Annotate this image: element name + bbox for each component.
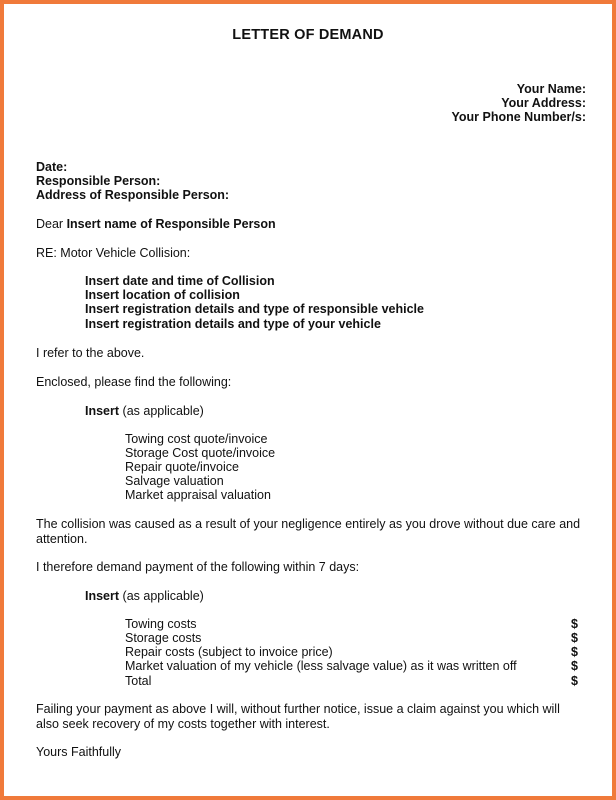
collision-detail: Insert location of collision xyxy=(85,288,240,302)
sender-address-label: Your Address: xyxy=(501,96,586,110)
insert-label: Insert xyxy=(85,404,120,418)
cost-item-currency: $ xyxy=(571,617,578,631)
failing-paragraph: Failing your payment as above I will, without further notice, issue a claim against you which will also seek recovery of my costs together with interest. xyxy=(36,702,560,731)
recipient-address-label: Address of Responsible Person: xyxy=(36,188,230,202)
insert-label: Insert xyxy=(85,589,120,603)
enclosure-item: Salvage valuation xyxy=(125,474,224,488)
negligence-paragraph: The collision was caused as a result of your negligence entirely as you drove without due care and attention. xyxy=(36,517,581,546)
salutation-name: Insert name of Responsible Person xyxy=(66,217,276,231)
cost-item-currency: $ xyxy=(571,659,578,673)
enclosures-insert-line xyxy=(85,404,204,419)
closing: Yours Faithfully xyxy=(36,745,121,759)
costs-insert-line xyxy=(85,589,204,604)
cost-item-label: Towing costs xyxy=(125,617,197,631)
responsible-person-label: Responsible Person: xyxy=(36,174,161,188)
cost-item-label: Total xyxy=(125,674,152,688)
sender-name-label: Your Name: xyxy=(516,82,586,96)
cost-item-currency: $ xyxy=(571,631,578,645)
cost-item-label: Market valuation of my vehicle (less salvage value) as it was written off xyxy=(125,659,517,673)
applicable-text: (as applicable) xyxy=(122,589,204,603)
collision-detail: Insert date and time of Collision xyxy=(85,274,275,288)
enclosure-item: Storage Cost quote/invoice xyxy=(125,446,276,460)
enclosure-item: Towing cost quote/invoice xyxy=(125,432,268,446)
enclosure-item: Repair quote/invoice xyxy=(125,460,239,474)
cost-item-currency: $ xyxy=(571,674,578,688)
date-label: Date: xyxy=(36,160,68,174)
collision-detail: Insert registration details and type of responsible vehicle xyxy=(85,302,424,316)
sender-phone-label: Your Phone Number/s: xyxy=(451,110,586,124)
salutation xyxy=(36,217,276,232)
applicable-text: (as applicable) xyxy=(122,404,204,418)
enclosure-item: Market appraisal valuation xyxy=(125,488,271,502)
collision-detail: Insert registration details and type of your vehicle xyxy=(85,317,381,331)
cost-item-label: Repair costs (subject to invoice price) xyxy=(125,645,333,659)
letter-title: LETTER OF DEMAND xyxy=(232,27,384,43)
refer-text: I refer to the above. xyxy=(36,346,145,360)
enclosed-text: Enclosed, please find the following: xyxy=(36,375,232,389)
salutation-prefix: Dear xyxy=(36,217,64,231)
cost-item-label: Storage costs xyxy=(125,631,202,645)
re-line: RE: Motor Vehicle Collision: xyxy=(36,246,191,260)
cost-item-currency: $ xyxy=(571,645,578,659)
demand-text: I therefore demand payment of the following within 7 days: xyxy=(36,560,360,574)
